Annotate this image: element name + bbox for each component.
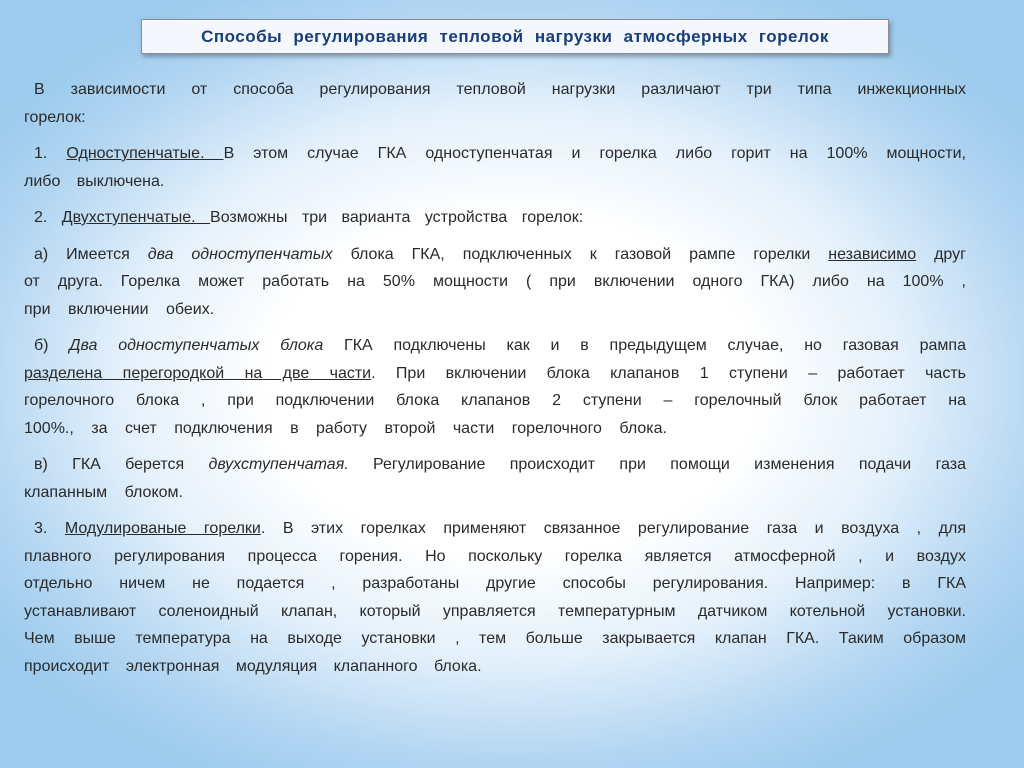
paragraph-c <box>24 451 966 506</box>
paragraph-a <box>24 241 966 324</box>
p3-number: 3. <box>34 520 48 537</box>
p1-term: Одноступенчатые. <box>66 145 224 162</box>
pb-text2: . При включении блока клапанов 1 ступени – работает часть горелочного блока , при подключении блока клапанов 2 ступени – горелочный блок работает на 100%., за счет подключения в работу второй части горелочного блока. <box>24 364 966 437</box>
p1-number: 1. <box>34 145 48 162</box>
p2-text: Возможны три варианта устройства горелок: <box>210 209 584 226</box>
title-box <box>141 19 889 54</box>
pb-lead: б) <box>34 337 49 354</box>
slide-title: Способы регулирования тепловой нагрузки атмосферных горелок <box>201 26 829 46</box>
slide-body <box>24 76 966 689</box>
p2-term: Двухступенчатые. <box>61 209 211 226</box>
paragraph-2 <box>24 204 966 232</box>
p1-text: В этом случае ГКА одноступенчатая и горелка либо горит на 100% мощности, либо выключена. <box>24 145 966 190</box>
paragraph-1 <box>24 140 966 195</box>
intro-paragraph: В зависимости от способа регулирования тепловой нагрузки различают три типа инжекционных горелок: <box>24 81 966 126</box>
paragraph-3 <box>24 515 966 680</box>
pa-text1: блока ГКА, подключенных к газовой рампе горелки <box>350 245 811 263</box>
pa-lead: а) Имеется <box>34 245 130 263</box>
pc-lead: в) ГКА берется <box>34 456 185 473</box>
pa-text2: друг от друга. Горелка может работать на 50% мощности ( при включении одного ГКА) либо на 100% , при включении обеих. <box>24 245 966 318</box>
pc-italic: двухступенчатая. <box>208 456 349 473</box>
pa-italic: два одноступенчатых <box>147 245 333 263</box>
pb-text1: ГКА подключены как и в предыдущем случае, но газовая рампа <box>344 337 966 354</box>
p2-number: 2. <box>34 209 48 226</box>
pc-text: Регулирование происходит при помощи изменения подачи газа клапанным блоком. <box>24 456 967 501</box>
p3-text: . В этих горелках применяют связанное регулирование газа и воздуха , для плавного регулирования процесса горения. Но поскольку горелка является атмосферной , и воздух отдельно ничем не подается , разработаны другие способы регулирования. Например: в ГКА устанавливают соленоидный клапан, который управляется температурным датчиком котельной установки. Чем выше температура на выходе установки , тем больше закрывается клапан ГКА. Таким образом происходит электронная модуляция клапанного блока. <box>24 520 966 675</box>
pa-underline: независимо <box>828 245 917 263</box>
pb-italic: Два одноступенчатых блока <box>69 337 324 354</box>
paragraph-b <box>24 332 966 442</box>
pb-underline: разделена перегородкой на две части <box>24 364 372 382</box>
p3-term: Модулированые горелки <box>64 520 261 537</box>
